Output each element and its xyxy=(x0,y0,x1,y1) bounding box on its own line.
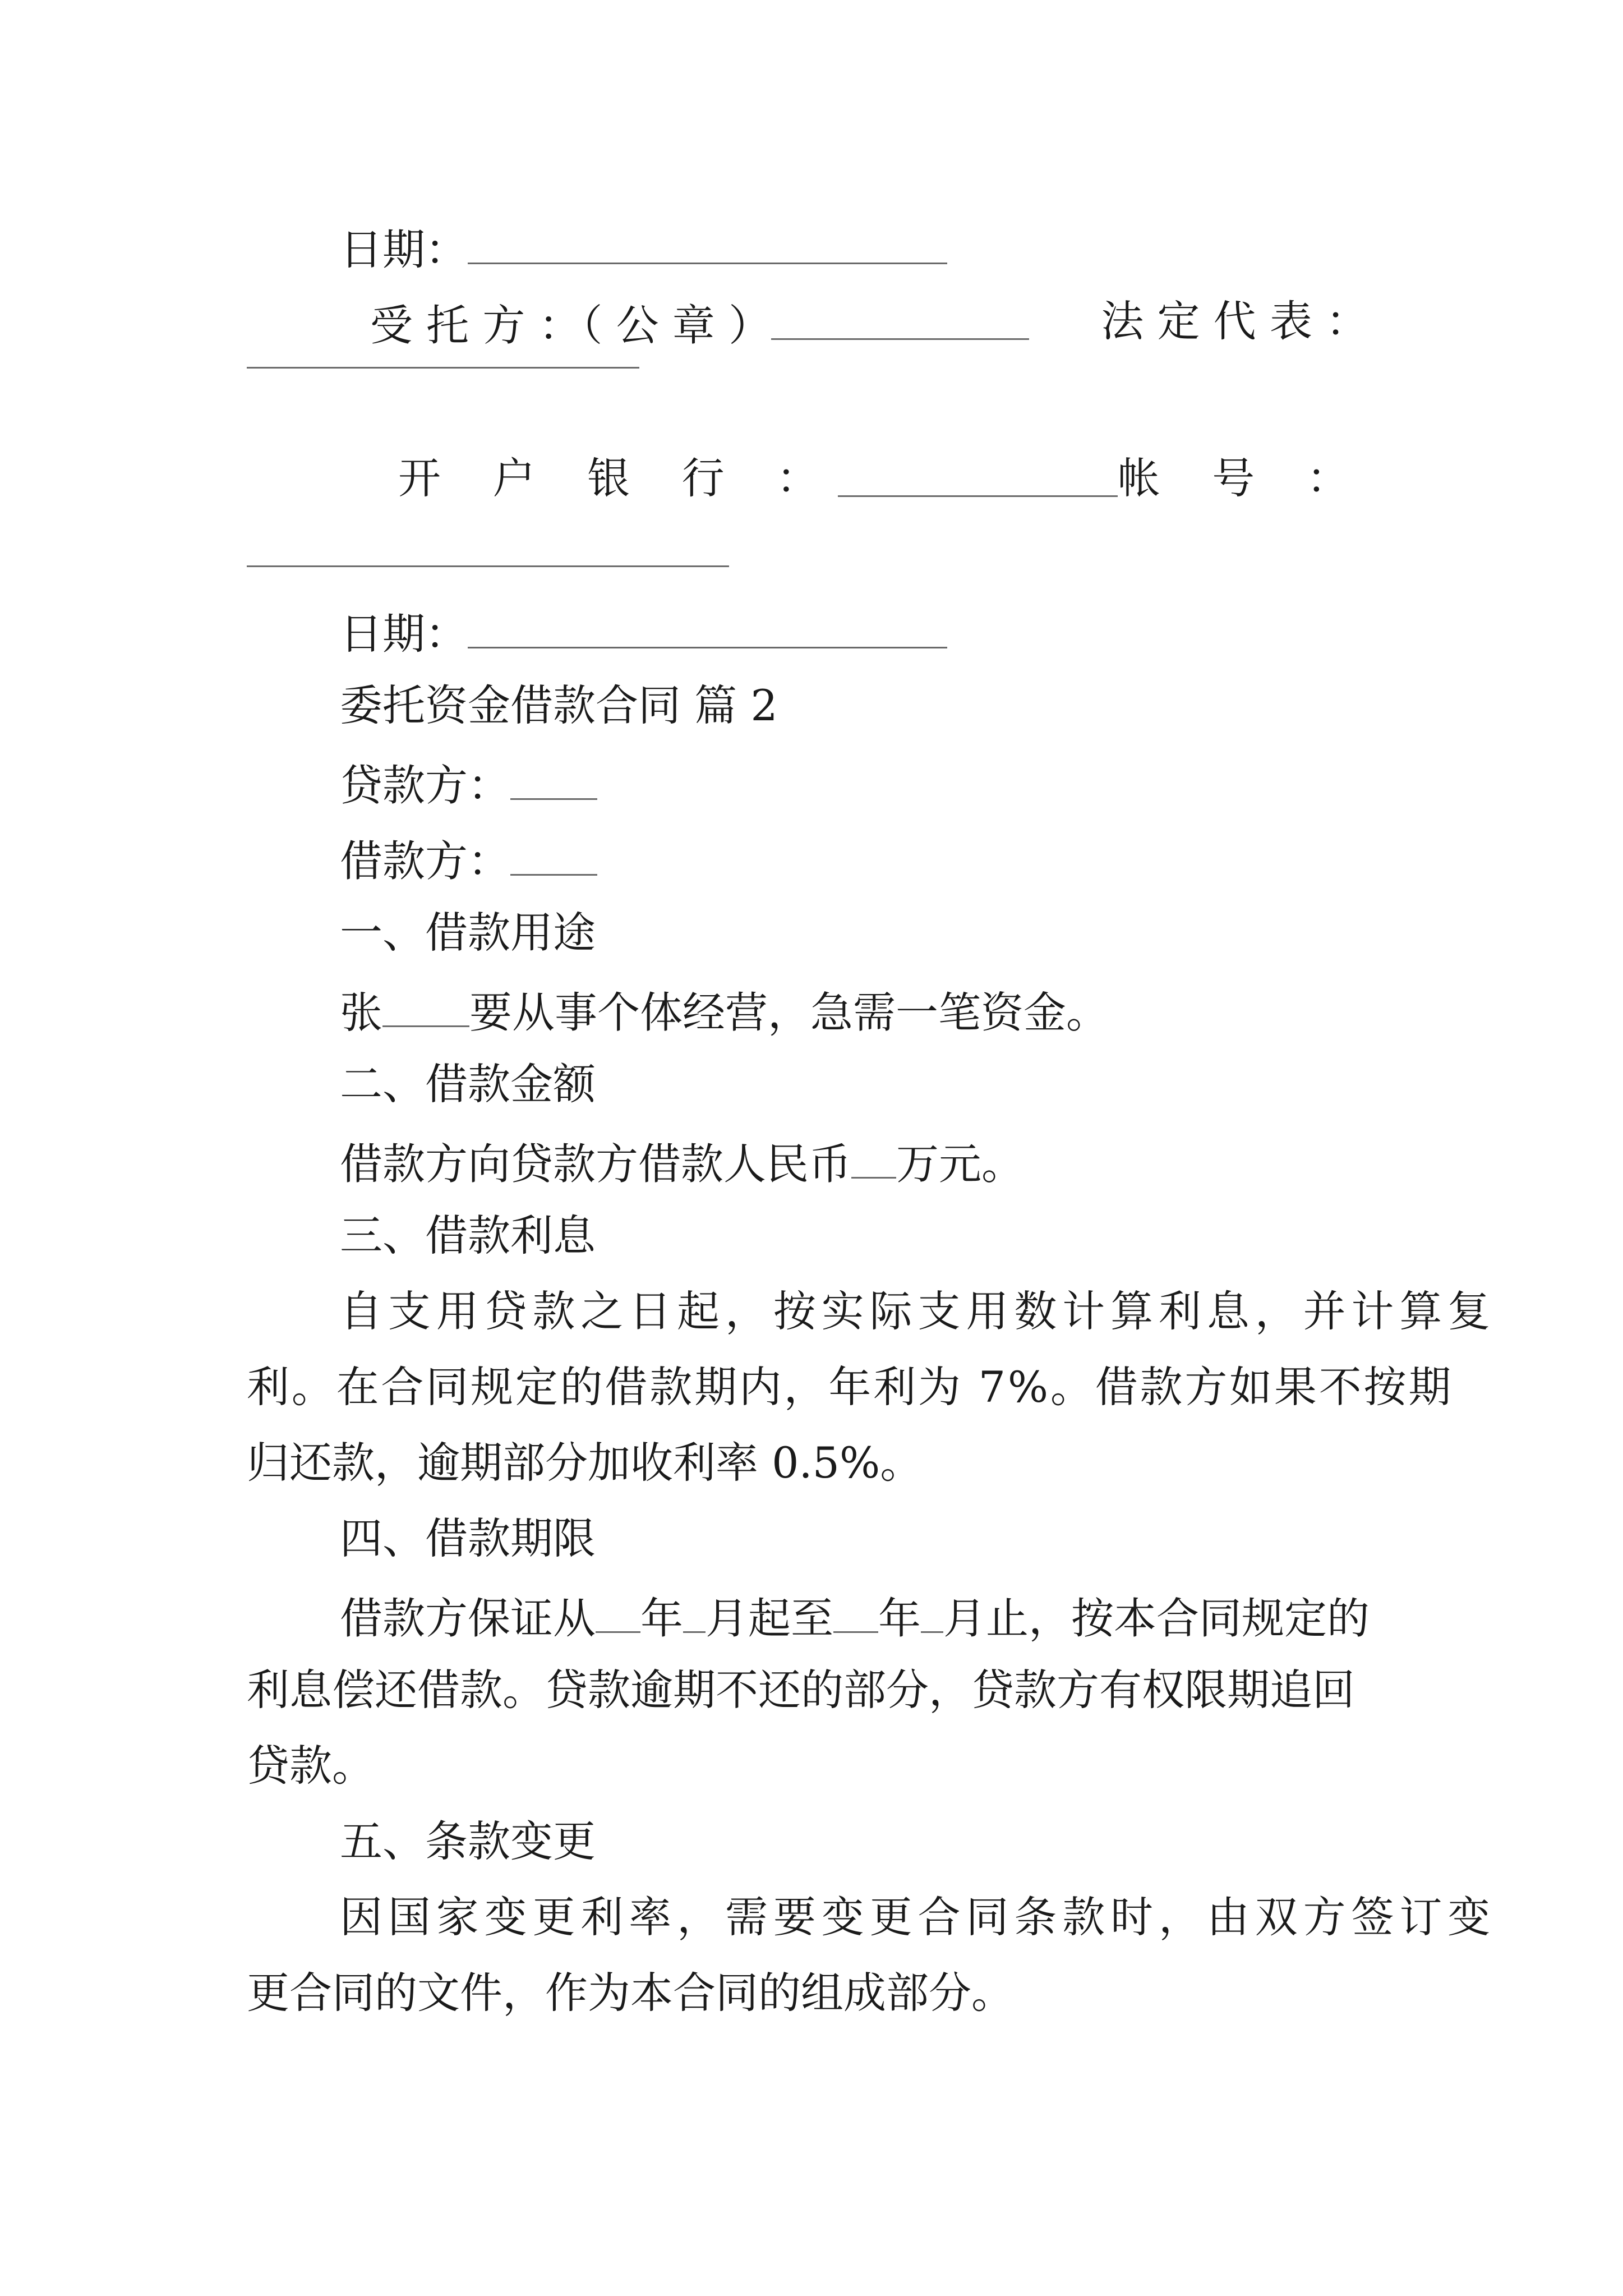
borrower-blank xyxy=(510,836,597,876)
body-text: 年 xyxy=(878,1593,921,1644)
date-line-1 xyxy=(340,224,947,275)
section-body-line: 利。在合同规定的借款期内，年利为 7%。借款方如果不按期 xyxy=(247,1362,1454,1412)
bank-line xyxy=(398,453,1368,503)
body-text: 月起至 xyxy=(706,1593,833,1644)
trustee-seal-blank xyxy=(771,300,1029,340)
section-body-line: 归还款，逾期部分加收利率 0.5%。 xyxy=(247,1438,923,1488)
body-text: 借款方保证从 xyxy=(340,1593,596,1644)
section-body xyxy=(340,987,1109,1038)
date-blank xyxy=(468,224,947,264)
year-blank xyxy=(833,1593,878,1633)
date-blank xyxy=(468,609,947,648)
amount-blank xyxy=(851,1139,896,1179)
year-blank xyxy=(596,1593,640,1633)
name-blank xyxy=(382,987,469,1027)
section-title: 四、借款期限 xyxy=(340,1513,596,1563)
lender-blank xyxy=(510,760,597,800)
body-text: 要从事个体经营，急需一笔资金。 xyxy=(469,987,1109,1038)
bank-blank xyxy=(838,457,1117,497)
legal-rep-label: 法 定 代 表 ： xyxy=(1101,296,1368,346)
lender-line xyxy=(340,760,597,811)
body-text: 万元。 xyxy=(896,1139,1024,1189)
lender-label: 贷款方： xyxy=(340,760,510,811)
account-blank xyxy=(247,565,729,567)
trustee-label: 受 托 方 ：（ 公 章 ） xyxy=(370,300,771,351)
body-text: 年 xyxy=(640,1593,683,1644)
body-text: 月止，按本合同规定的 xyxy=(943,1593,1370,1644)
date-label: 日期： xyxy=(340,609,468,659)
section-body-line: 自支用贷款之日起，按实际支用数计算利息，并计算复 xyxy=(340,1286,1496,1336)
section-body-line: 利息偿还借款。贷款逾期不还的部分，贷款方有权限期追回 xyxy=(247,1665,1355,1715)
legal-rep-blank xyxy=(247,367,639,369)
borrower-line xyxy=(340,836,597,886)
section-title: 一、借款用途 xyxy=(340,908,596,958)
section-body-line xyxy=(340,1593,1370,1644)
section-body-line: 因国家变更利率，需要变更合同条款时，由双方签订变 xyxy=(340,1892,1496,1942)
section-title: 三、借款利息 xyxy=(340,1211,596,1260)
trustee-label-group xyxy=(370,300,1029,351)
section-body-line: 更合同的文件，作为本合同的组成部分。 xyxy=(247,1968,1014,2018)
date-label: 日期： xyxy=(340,224,468,275)
section-title: 二、借款金额 xyxy=(340,1059,596,1109)
section-title: 五、条款变更 xyxy=(340,1816,596,1866)
account-label: 帐 号 ： xyxy=(1117,453,1368,503)
borrower-label: 借款方： xyxy=(340,836,510,886)
bank-label: 开 户 银 行 ： xyxy=(398,453,838,503)
date-line-2 xyxy=(340,609,947,659)
section-body xyxy=(340,1139,1024,1189)
month-blank xyxy=(921,1593,943,1633)
section-body-line: 贷款。 xyxy=(247,1741,375,1791)
month-blank xyxy=(683,1593,706,1633)
body-text: 张 xyxy=(340,987,382,1038)
contract-heading: 委托资金借款合同 篇 2 xyxy=(340,680,778,730)
body-text: 借款方向贷款方借款人民币 xyxy=(340,1139,851,1189)
trustee-line xyxy=(370,296,1368,351)
